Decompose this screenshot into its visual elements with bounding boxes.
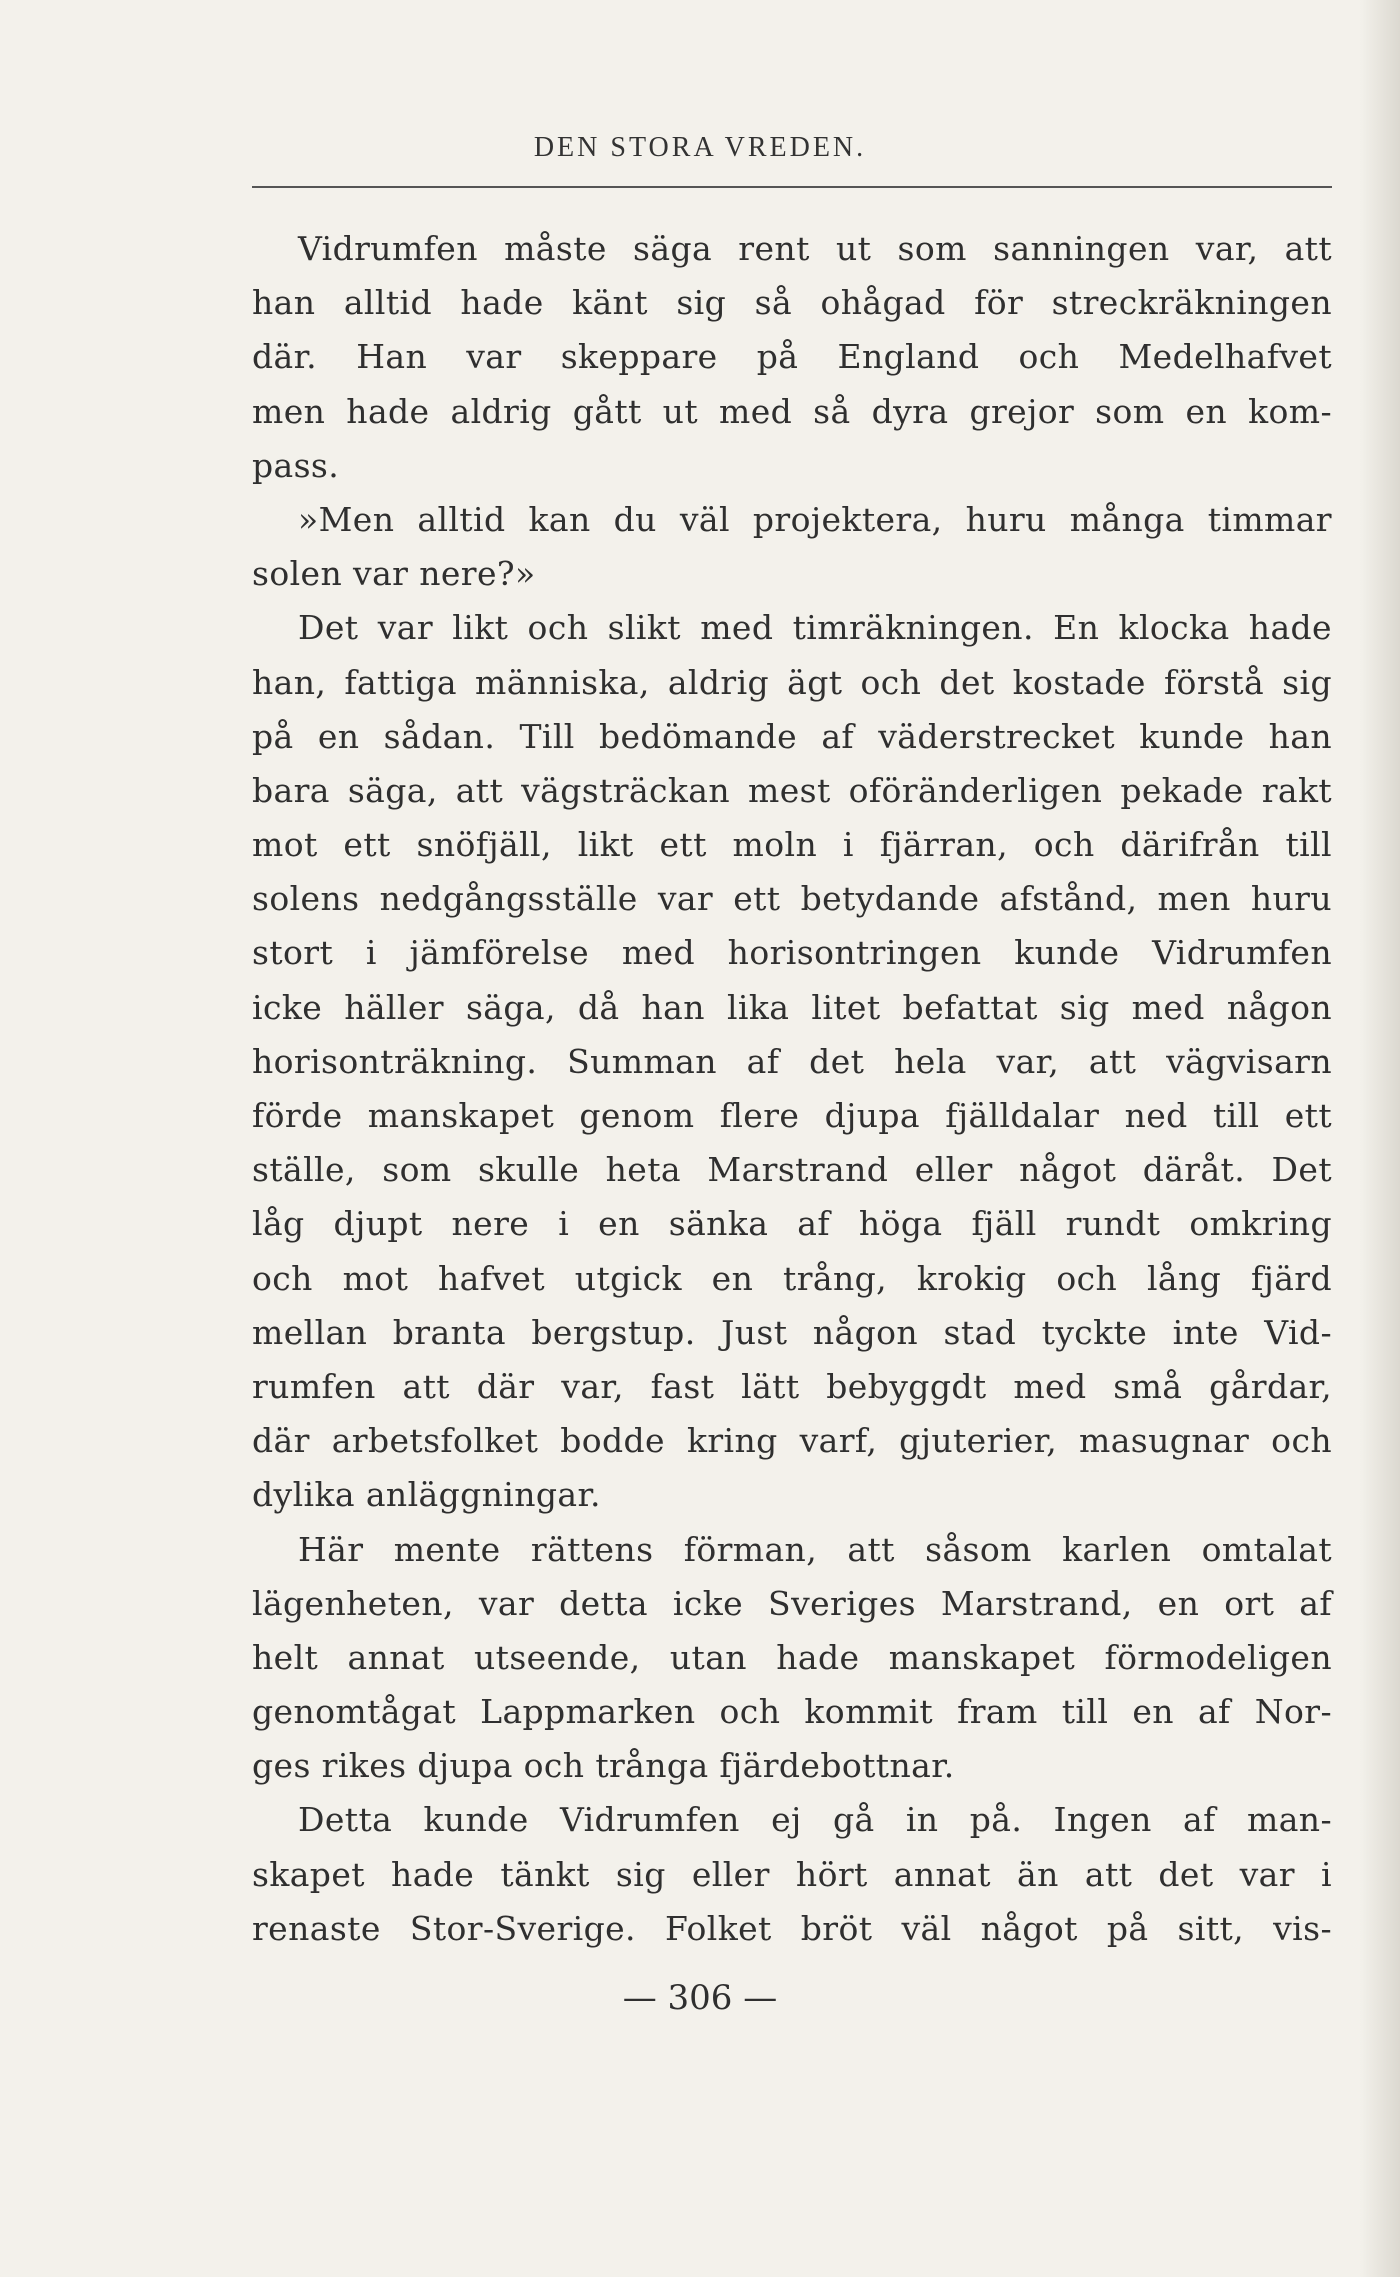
text-line: bara säga, att vägsträckan mest oföränderligen pekade rakt [252, 770, 1332, 810]
text-line: ställe, som skulle heta Marstrand eller något däråt. Det [252, 1150, 1332, 1190]
text-line: pass. [252, 445, 340, 485]
text-line: genomtågat Lappmarken och kommit fram till en af Nor- [252, 1692, 1332, 1732]
text-line: lägenheten, var detta icke Sveriges Marstrand, en ort af [252, 1583, 1332, 1623]
text-line: »Men alltid kan du väl projektera, huru många timmar [298, 499, 1332, 539]
text-line: icke häller säga, då han lika litet befattat sig med någon [252, 987, 1332, 1027]
text-line: mellan branta bergstup. Just någon stad tyckte inte Vid- [252, 1312, 1332, 1352]
text-line: helt annat utseende, utan hade manskapet förmodeligen [252, 1637, 1332, 1677]
text-line: Det var likt och slikt med timräkningen. En klocka hade [298, 608, 1332, 648]
text-line: solens nedgångsställe var ett betydande afstånd, men huru [252, 879, 1332, 919]
text-line: och mot hafvet utgick en trång, krokig och lång fjärd [252, 1258, 1332, 1298]
text-line: han, fattiga människa, aldrig ägt och det kostade förstå sig [252, 662, 1332, 702]
text-line: Detta kunde Vidrumfen ej gå in på. Ingen af man- [298, 1800, 1332, 1840]
page-number: — 306 — [622, 1978, 778, 2018]
body-text [252, 222, 1332, 1956]
text-line: han alltid hade känt sig så ohågad för streckräkningen [252, 283, 1332, 323]
text-line: solen var nere?» [252, 554, 536, 594]
text-line: där. Han var skeppare på England och Medelhafvet [252, 337, 1332, 377]
text-line: på en sådan. Till bedömande af väderstrecket kunde han [252, 716, 1332, 756]
header-rule [252, 186, 1332, 188]
text-line: ges rikes djupa och trånga fjärdebottnar. [252, 1746, 955, 1786]
page-edge-shadow [1360, 0, 1400, 2277]
text-line: men hade aldrig gått ut med så dyra grejor som en kom- [252, 391, 1332, 431]
text-line: mot ett snöfjäll, likt ett moln i fjärran, och därifrån till [252, 825, 1332, 865]
text-line: stort i jämförelse med horisontringen kunde Vidrumfen [252, 933, 1332, 973]
text-line: där arbetsfolket bodde kring varf, gjuterier, masugnar och [252, 1421, 1332, 1461]
text-line: låg djupt nere i en sänka af höga fjäll rundt omkring [252, 1204, 1332, 1244]
text-line: renaste Stor-Sverige. Folket bröt väl något på sitt, vis- [252, 1908, 1332, 1948]
text-line: rumfen att där var, fast lätt bebyggdt med små gårdar, [252, 1366, 1332, 1406]
text-line: förde manskapet genom flere djupa fjälldalar ned till ett [252, 1096, 1332, 1135]
text-line: skapet hade tänkt sig eller hört annat än att det var i [252, 1854, 1332, 1894]
text-line: Här mente rättens förman, att såsom karlen omtalat [298, 1529, 1332, 1569]
text-line: dylika anläggningar. [252, 1475, 601, 1515]
running-header: DEN STORA VREDEN. [533, 132, 867, 163]
text-line: Vidrumfen måste säga rent ut som sanningen var, att [298, 229, 1332, 268]
text-line: horisonträkning. Summan af det hela var, att vägvisarn [252, 1041, 1332, 1081]
